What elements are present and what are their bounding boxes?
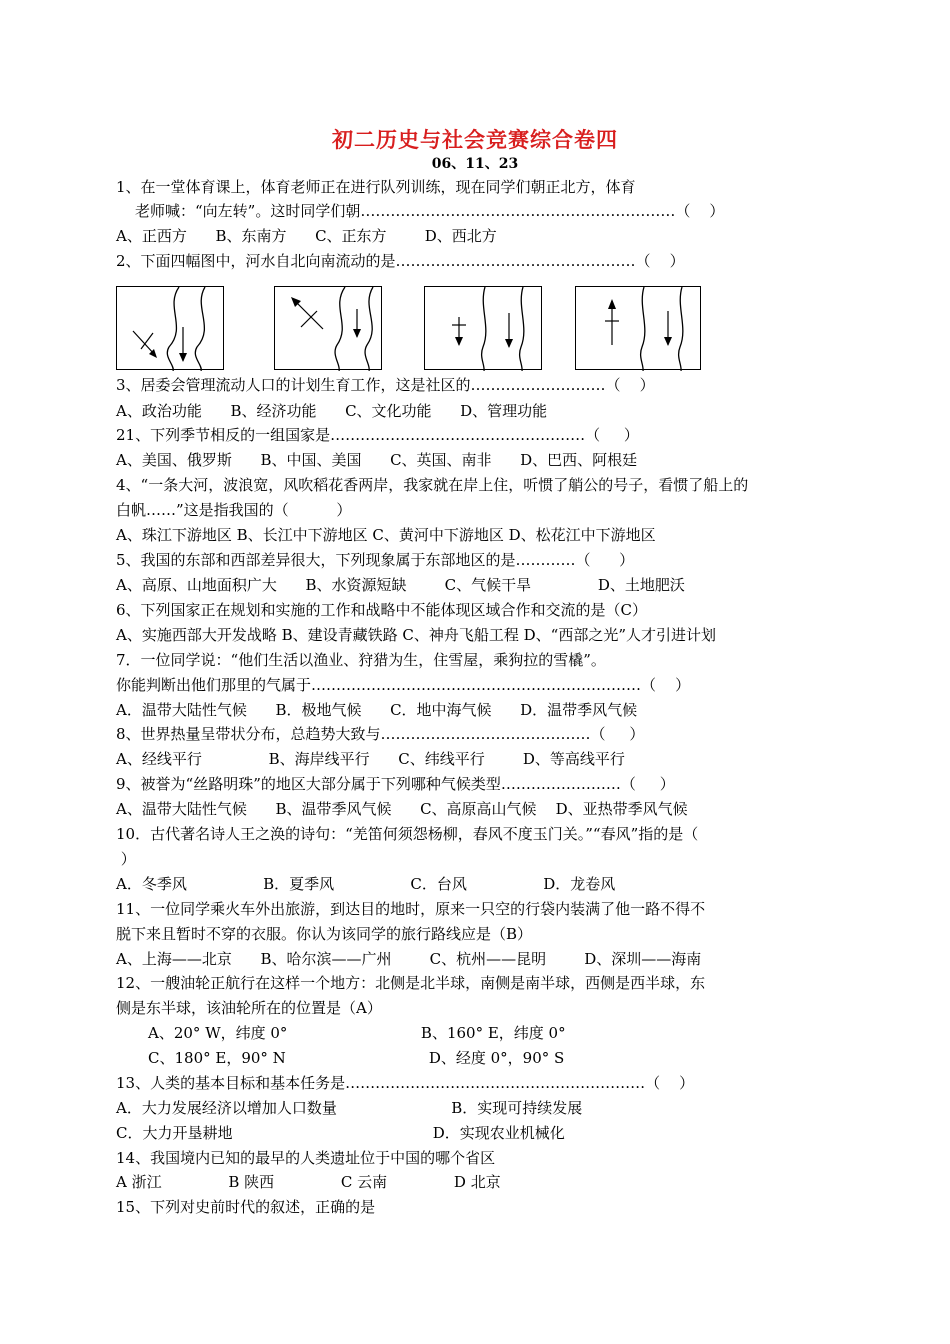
answer-options: A、20° W，纬度 0° B、160° E，纬度 0° xyxy=(148,1024,566,1042)
question-line: 15、下列对史前时代的叙述，正确的是 xyxy=(116,1198,376,1216)
answer-options: C、180° E，90° N D、经度 0°，90° S xyxy=(148,1049,565,1067)
question-line: 9、被誉为“丝路明珠”的地区大部分属于下列哪种气候类型……………………（ ） xyxy=(116,775,675,793)
answer-options: C．大力开垦耕地 D．实现农业机械化 xyxy=(116,1124,565,1142)
answer-options: A．温带大陆性气候 B．极地气候 C．地中海气候 D．温带季风气候 xyxy=(116,701,638,719)
answer-options: A、政治功能 B、经济功能 C、文化功能 D、管理功能 xyxy=(116,402,548,420)
question-line: 2、下面四幅图中，河水自北向南流动的是…………………………………………（ ） xyxy=(116,252,685,270)
question-line: 11、一位同学乘火车外出旅游，到达目的地时，原来一只空的行袋内装满了他一路不得不 xyxy=(116,900,706,918)
answer-options: A．冬季风 B．夏季风 C．台风 D．龙卷风 xyxy=(116,875,616,893)
answer-options: A、温带大陆性气候 B、温带季风气候 C、高原高山气候 D、亚热带季风气候 xyxy=(116,800,688,818)
question-line: 1、在一堂体育课上，体育老师正在进行队列训练，现在同学们朝正北方，体育 xyxy=(116,178,636,196)
question-line: 4、“一条大河，波浪宽，风吹稻花香两岸，我家就在岸上住，听惯了艄公的号子，看惯了船上的 xyxy=(116,476,749,494)
river-figure-1 xyxy=(116,286,224,370)
page-title: 初二历史与社会竞赛综合卷四 xyxy=(332,127,618,152)
answer-options: A、经线平行 B、海岸线平行 C、纬线平行 D、等高线平行 xyxy=(116,750,625,768)
answer-options: A、高原、山地面积广大 B、水资源短缺 C、气候干旱 D、土地肥沃 xyxy=(116,576,685,594)
answer-options: A 浙江 B 陕西 C 云南 D 北京 xyxy=(116,1173,501,1191)
question-line: 13、人类的基本目标和基本任务是……………………………………………………（ ） xyxy=(116,1074,695,1092)
question-line: 5、我国的东部和西部差异很大，下列现象属于东部地区的是…………（ ） xyxy=(116,551,635,569)
question-line: 老师喊：“向左转”。这时同学们朝………………………………………………………（ ） xyxy=(135,202,725,220)
question-line: 21、下列季节相反的一组国家是……………………………………………（ ） xyxy=(116,426,639,444)
river-figure-3 xyxy=(424,286,542,370)
exam-date: 06、11、23 xyxy=(431,156,519,172)
question-line: ） xyxy=(116,850,136,868)
question-line: 12、一艘油轮正航行在这样一个地方：北侧是北半球，南侧是南半球，西侧是西半球，东 xyxy=(116,974,706,992)
answer-options: A、美国、俄罗斯 B、中国、美国 C、英国、南非 D、巴西、阿根廷 xyxy=(116,451,638,469)
question-line: 14、我国境内已知的最早的人类遗址位于中国的哪个省区 xyxy=(116,1149,496,1167)
question-line: 6、下列国家正在规划和实施的工作和战略中不能体现区域合作和交流的是（C） xyxy=(116,601,648,619)
question-line: 3、居委会管理流动人口的计划生育工作，这是社区的………………………（ ） xyxy=(116,376,655,394)
question-line: 侧是东半球，该油轮所在的位置是（A） xyxy=(116,999,382,1017)
answer-options: A、珠江下游地区 B、长江中下游地区 C、黄河中下游地区 D、松花江中下游地区 xyxy=(116,526,656,544)
river-figure-2 xyxy=(274,286,382,370)
answer-options: A．大力发展经济以增加人口数量 B．实现可持续发展 xyxy=(116,1099,583,1117)
question-line: 7．一位同学说：“他们生活以渔业、狩猎为生，住雪屋，乘狗拉的雪橇”。 xyxy=(116,651,606,669)
answer-options: A、正西方 B、东南方 C、正东方 D、西北方 xyxy=(116,227,497,245)
question-line: 8、世界热量呈带状分布，总趋势大致与……………………………………（ ） xyxy=(116,725,645,743)
answer-options: A、实施西部大开发战略 B、建设青藏铁路 C、神舟飞船工程 D、“西部之光”人才引进计划 xyxy=(116,626,717,644)
question-line: 你能判断出他们那里的气属于…………………………………………………………（ ） xyxy=(116,676,691,694)
answer-options: A、上海——北京 B、哈尔滨——广州 C、杭州——昆明 D、深圳——海南 xyxy=(116,950,702,968)
question-line: 白帆……”这是指我国的（ ） xyxy=(116,501,352,519)
question-line: 10．古代著名诗人王之涣的诗句：“羌笛何须怨杨柳，春风不度玉门关。”“春风”指的是（ xyxy=(116,825,699,843)
question-line: 脱下来且暂时不穿的衣服。你认为该同学的旅行路线应是（B） xyxy=(116,925,533,943)
river-figure-4 xyxy=(575,286,701,370)
